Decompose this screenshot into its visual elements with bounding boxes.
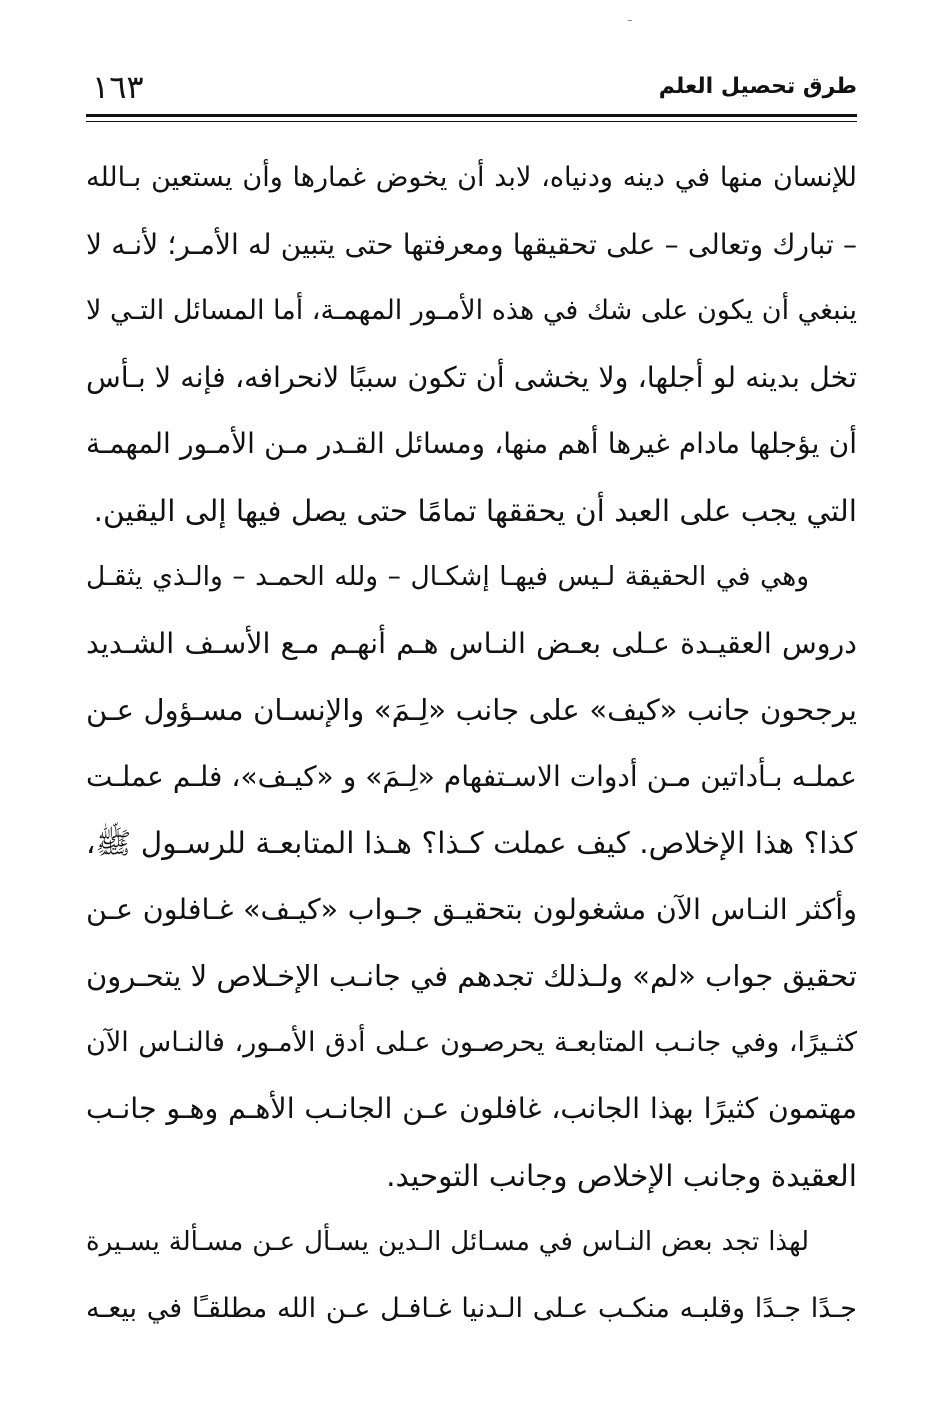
text-line: يرجحون جانب «كيف» على جانب «لِـمَ» والإنسـان مسـؤول عـن <box>86 693 857 727</box>
text-line: تخل بدينه لو أجلها، ولا يخشى أن تكون سببًا لانحرافه، فإنه لا بـأس <box>86 360 857 394</box>
text-line: كذا؟ هذا الإخلاص. كيف عملت كـذا؟ هـذا المتابعـة للرسـول ﷺ، <box>86 826 857 860</box>
text-line: التي يجب على العبد أن يحققها تمامًا حتى يصل فيها إلى اليقين. <box>93 493 857 528</box>
scan-mark <box>628 20 632 21</box>
header-rule-thin <box>86 121 857 122</box>
text-line: كثـيرًا، وفي جانـب المتابعـة يحرصـون عـلى أدق الأمـور، فالنـاس الآن <box>86 1026 857 1058</box>
text-line: مهتمون كثيرًا بهذا الجانب، غافلون عـن الجانـب الأهـم وهـو جانـب <box>86 1092 857 1125</box>
text-line: عملـه بـأداتين مـن أدوات الاسـتفهام «لِـمَ» و «كيـف»، فلـم عملـت <box>86 759 857 793</box>
text-line: لهذا تجد بعض النـاس في مسـائل الـدين يسـأل عـن مسـألة يسـيرة <box>86 1227 809 1257</box>
text-line: وهي في الحقيقة لـيس فيهـا إشكـال – ولله الحمـد – والـذي يثقـل <box>86 561 809 592</box>
text-line: العقيدة وجانب الإخلاص وجانب التوحيد. <box>386 1158 857 1193</box>
page-number: ١٦٣ <box>92 68 144 106</box>
text-line: – تبارك وتعالى – على تحقيقها ومعرفتها حتى يتبين له الأمـر؛ لأنـه لا <box>86 227 857 261</box>
header-rule-thick <box>86 114 857 117</box>
text-line: تحقيق جواب «لم» ولـذلك تجدهم في جانـب الإخـلاص لا يتحـرون <box>86 959 857 993</box>
text-line: وأكثر النـاس الآن مشغولون بتحقيـق جـواب «كيـف» غـافلون عـن <box>86 892 857 926</box>
text-line: أن يؤجلها مادام غيرها أهم منها، ومسائل القـدر مـن الأمـور المهمـة <box>86 427 857 460</box>
text-line: دروس العقيـدة عـلى بعـض النـاس هـم أنهـم مـع الأسـف الشـديد <box>86 626 857 660</box>
text-line: جـدًا جـدًا وقلبـه منكـب عـلى الـدنيا غـافـل عـن الله مطلقـًا في بيعـه <box>86 1292 857 1324</box>
text-line: ينبغي أن يكون على شك في هذه الأمـور المهمـة، أما المسائل التـي لا <box>86 295 857 326</box>
text-line: للإنسان منها في دينه ودنياه، لابد أن يخوض غمارها وأن يستعين بـالله <box>86 162 857 193</box>
running-header <box>86 68 857 108</box>
running-title: طرق تحصيل العلم <box>658 74 857 99</box>
body-text <box>86 145 857 1342</box>
